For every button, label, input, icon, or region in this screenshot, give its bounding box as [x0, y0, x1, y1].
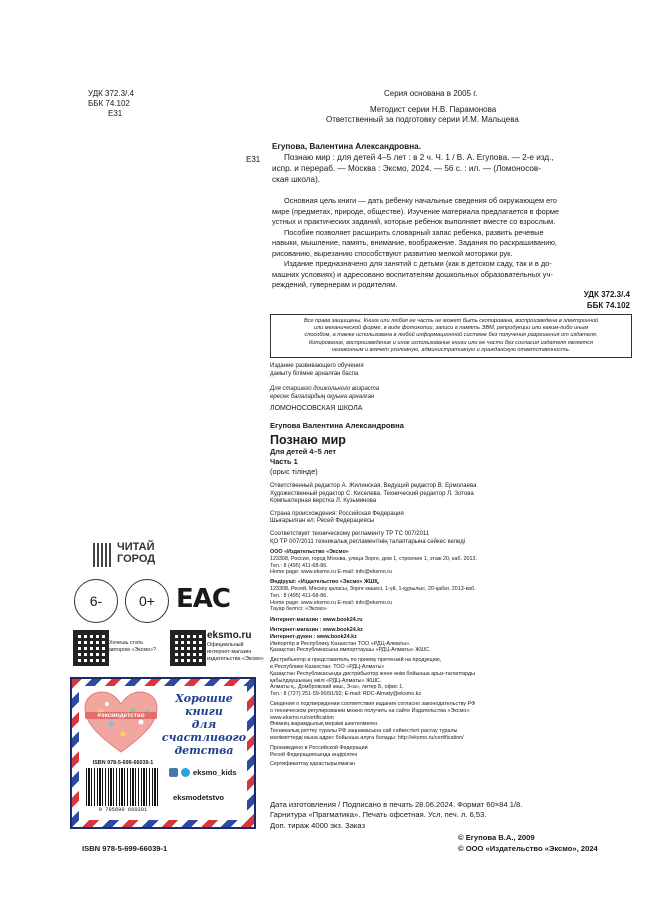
qr-author-line2: автором «Эксмо»? — [109, 646, 157, 653]
age-badge-0: 0+ — [125, 579, 169, 623]
biblio-line3: ская школа). — [272, 175, 321, 184]
distrib-line: в Республике Казахстан: ТОО «РДЦ-Алматы» — [270, 663, 385, 670]
telegram-icon — [181, 768, 190, 777]
editors-line: Компьютерная верстка Л. Кузьминова — [270, 498, 377, 505]
print-line: Доп. тираж 4000 экз. Заказ — [270, 820, 366, 830]
age-note-ru: Для старшего дошкольного возраста — [270, 386, 380, 393]
udk-code-bold: УДК 372.3/.4 — [583, 290, 630, 299]
publisher-brand: Тауар белгісі: «Эксмо» — [270, 606, 327, 613]
cert-line: www.eksmo.ru/certification — [270, 714, 334, 721]
importer: Импортёр в Республику Казахстан ТОО «РДЦ-Алматы». — [270, 640, 411, 647]
edition-type-ru: Издание развивающего обучения — [270, 363, 364, 369]
rights-line: Все права защищены. Книга или любая ее часть не может быть скопирована, воспроизведена в электронной — [303, 318, 599, 324]
barcode — [83, 760, 163, 818]
publisher-kz-addr: 123308, Ресей, Мәскеу қаласы, Зорге көшесі, 1-үй, 1-құрылыс, 20-қабат, 2013-каб. — [270, 585, 476, 592]
right-codes — [560, 289, 630, 311]
distrib-line: қабылдаушының өкілі «РДЦ-Алматы» ЖШС. — [270, 677, 382, 684]
publisher — [270, 549, 520, 768]
tech-line: ҚО ТР 007/2011 техникалық регламентінің талаптарына сәйкес келеді — [270, 538, 466, 545]
print-line: Дата изготовления / Подписано в печать 28.06.2024. Формат 60×84 1/8. — [270, 800, 523, 809]
barcode-number: 9 785699 660391 — [98, 806, 148, 813]
origin-ru: Страна происхождения: Российская Федерация — [270, 510, 404, 517]
isbn: ISBN 978-5-699-66039-1 — [82, 844, 168, 853]
social-row — [169, 768, 245, 777]
series-info — [272, 89, 592, 125]
shop-ru: Интернет-магазин : www.book24.ru — [270, 617, 363, 624]
qr-code-author[interactable] — [73, 630, 109, 666]
chitai-text — [117, 541, 155, 565]
site-sub: интернет-магазин — [207, 648, 252, 655]
cert-line: Ресей Федерациясында өндірілген — [270, 751, 358, 758]
bbk-code: ББК 74.102 — [88, 99, 130, 108]
barcode-isbn: ISBN 978-5-699-66039-1 — [92, 760, 154, 766]
edition-type-kz: дамыту білімне арналған баспа — [270, 370, 359, 377]
series-methodist: Методист серии Н.В. Парамонова — [370, 105, 497, 114]
cert-line: Сведения о подтверждении соответствия издания согласно законодательству РФ — [270, 700, 476, 707]
copyright-author: © Егупова В.А., 2009 — [458, 833, 535, 842]
cert-line: Сертификаттау қарастырылмаған — [270, 761, 356, 768]
distrib-line: Тел.: 8 (727) 251-59-90/91/92; E-mail: RDC-Almaty@eksmo.kz — [270, 691, 422, 698]
cert-line: Өнімнің жарамдылық мерзімі шектелмеген. — [270, 721, 379, 728]
series-founded: Серия основана в 2005 г. — [384, 89, 478, 98]
heart-icon — [83, 690, 159, 756]
abstract-line: реждений, гувернерам и родителям. — [272, 280, 398, 289]
eac-mark: EAC — [176, 584, 230, 614]
qr-author-text — [109, 640, 169, 654]
social-block — [169, 768, 245, 802]
copyright — [458, 832, 598, 854]
qr-code-shop[interactable] — [170, 630, 206, 666]
promo-stamp — [70, 677, 256, 829]
udk-code: УДК 372.3/.4 — [88, 89, 134, 98]
editors-line: Художественный редактор С. Киселева. Технический редактор Л. Зотова — [270, 490, 474, 497]
slogan-line: книги — [185, 705, 223, 718]
chitai-line2: ГОРОД — [117, 553, 156, 565]
biblio-line2: испр. и перераб. — Москва : Эксмо, 2024. — 56 с. : ил. — (Ломоносов- — [272, 164, 542, 173]
distrib-line: Алматы қ., Домбровский көш., 3«а», литер Б, офис 1. — [270, 684, 404, 691]
print-info — [270, 800, 600, 831]
age-note-kz: ересек балалардың оқуына арналған — [270, 393, 375, 400]
site-sub: Официальный — [207, 642, 244, 648]
publisher-web: Home page: www.eksmo.ru E-mail: info@eksmo.ru — [270, 569, 393, 576]
bbk-code-bold: ББК 74.102 — [586, 301, 630, 310]
vk-icon — [169, 768, 178, 777]
editors — [270, 483, 476, 546]
book-part: Часть 1 — [270, 457, 298, 466]
stamp-inner — [79, 686, 247, 820]
series-responsible: Ответственный за подготовку серии И.М. Мальцева — [326, 115, 519, 124]
book-title: Познаю мир — [270, 433, 346, 447]
rights-line: Копирование, воспроизведение и иное использование книги или ее части без согласия издателя является — [308, 339, 594, 346]
slogan-line: детства — [174, 744, 234, 757]
cert-line: Техникалық реттеу туралы РФ заңнамасына сай сәйкестікті растау туралы — [270, 728, 458, 735]
age-badge-6: 6- — [74, 579, 118, 623]
publisher-kz-tel: Тел.: 8 (495) 411-68-86. — [270, 592, 328, 599]
book-stack-icon — [93, 543, 113, 567]
abstract-line: Пособие позволяет расширить словарный запас ребенка, развить речевые — [284, 227, 544, 237]
distrib-line: Дистрибьютор и представитель по приему претензий на продукцию, — [270, 657, 442, 664]
editors-line: Ответственный редактор А. Жилинская. Ведущий редактор В. Ермолаева — [270, 483, 477, 489]
biblio-code: Е31 — [246, 155, 261, 164]
edition-type — [270, 363, 379, 401]
social-handle[interactable]: eksmo_kids — [193, 768, 237, 777]
catalog-code: Е31 — [108, 109, 123, 118]
distrib-line: Қазақстан Республикасында дистрибьютор және өнім бойынша арыз-талаптарды — [270, 670, 476, 677]
biblio-line1: Познаю мир : для детей 4–5 лет : в 2 ч. Ч. 1 / В. А. Егупова. — 2-е изд., — [284, 153, 554, 162]
rights-line: или механической форме, в виде фотокопии, записи в память ЭВМ, репродукции или каким-либо иным — [313, 325, 589, 332]
book-lang: (орыс тілінде) — [270, 467, 318, 476]
qr-shop-text — [207, 630, 277, 662]
cert-line: Произведено в Российской Федерации — [270, 744, 368, 751]
importer-kz: Қазақстан Республикасына импорттаушы «РДЦ-Алматы» ЖШС. — [270, 647, 431, 654]
barcode-bars — [86, 768, 160, 806]
abstract-line: устных и практических заданий, которые ребенок выполняет вместе со взрослым. — [272, 217, 556, 226]
eksmo-site: eksmo.ru — [207, 630, 252, 641]
left-codes — [88, 89, 134, 119]
book-block — [270, 433, 346, 477]
cert-line: мәліметтерді мына адрес бойынша алуға болады: http://eksmo.ru/certification/ — [270, 734, 464, 741]
publisher-tel: Тел.: 8 (495) 411-68-86. — [270, 562, 328, 569]
shop-kz: Интернет-магазин : www.book24.kz — [270, 626, 363, 633]
cert-line: о техническом регулировании можно получить на сайте Издательства «Эксмо»: — [270, 707, 471, 714]
abstract — [272, 196, 632, 291]
biblio-author: Егупова, Валентина Александровна. — [272, 142, 421, 151]
author-full: Егупова Валентина Александровна — [270, 421, 404, 430]
rights-line: способом, а также использована в любой информационной системе без получения разрешения от издателя. — [304, 332, 598, 339]
rights-box — [270, 314, 632, 358]
publisher-kz-name: Өндіруші: «Издательство «Эксмо» ЖШҚ, — [270, 579, 380, 586]
slogan-line: Хорошие — [175, 692, 233, 705]
abstract-line: рисованию, вырезанию способствуют развитию мелкой моторики рук. — [272, 248, 513, 258]
chitai-gorod-logo — [93, 541, 183, 571]
slogan-line: для счастливого — [161, 718, 247, 744]
qr-author-line1: Хочешь стать — [109, 640, 144, 646]
publisher-addr: 123308, Россия, город Москва, улица Зорге, дом 1, строение 1, этаж 20, каб. 2013. — [270, 555, 477, 562]
book-age: Для детей 4–5 лет — [270, 447, 336, 456]
copyright-publisher: © ООО «Издательство «Эксмо», 2024 — [458, 844, 598, 853]
abstract-line: Издание предназначено для занятий с детьми (как в детском саду, так и в до- — [284, 259, 552, 268]
origin-kz: Шығарылған ел: Ресей Федерациясы — [270, 518, 375, 525]
publisher-name: ООО «Издательство «Эксмо» — [270, 549, 349, 555]
biblio-record — [272, 141, 632, 185]
abstract-line: машних условиях) и адресовано воспитателям дошкольных образовательных уч- — [272, 269, 553, 279]
shop-kz2: Интернет-дүкен : www.book24.kz — [270, 633, 357, 640]
abstract-line: Основная цель книги — дать ребенку начальные сведения об окружающем его — [284, 196, 557, 205]
site-sub: издательства «Эксмо» — [207, 655, 264, 662]
tech-line: Соответствует техническому регламенту ТР ТС 007/2011 — [270, 530, 430, 537]
abstract-line: навыки, мышление, память, внимание, воображение. Задания по раскрашиванию, — [272, 238, 557, 247]
chitai-line1: ЧИТАЙ — [117, 541, 155, 553]
rights-line: незаконным и влечет уголовную, административную и гражданскую ответственность. — [331, 346, 571, 353]
abstract-line: мире (предметах, природе, обществе). Изучение материала предлагается в форме — [272, 206, 560, 216]
hashtag-label: #эксмодетство — [85, 712, 157, 719]
school-series: ЛОМОНОСОВСКАЯ ШКОЛА — [270, 405, 363, 412]
publisher-kz-web: Home page: www.eksmo.ru E-mail: info@eksmo.ru — [270, 599, 393, 606]
social-handle-2[interactable]: eksmodetstvo — [173, 793, 225, 802]
slogan — [161, 692, 247, 757]
print-line: Гарнитура «Прагматика». Печать офсетная. Усл. печ. л. 6,53. — [270, 810, 487, 820]
